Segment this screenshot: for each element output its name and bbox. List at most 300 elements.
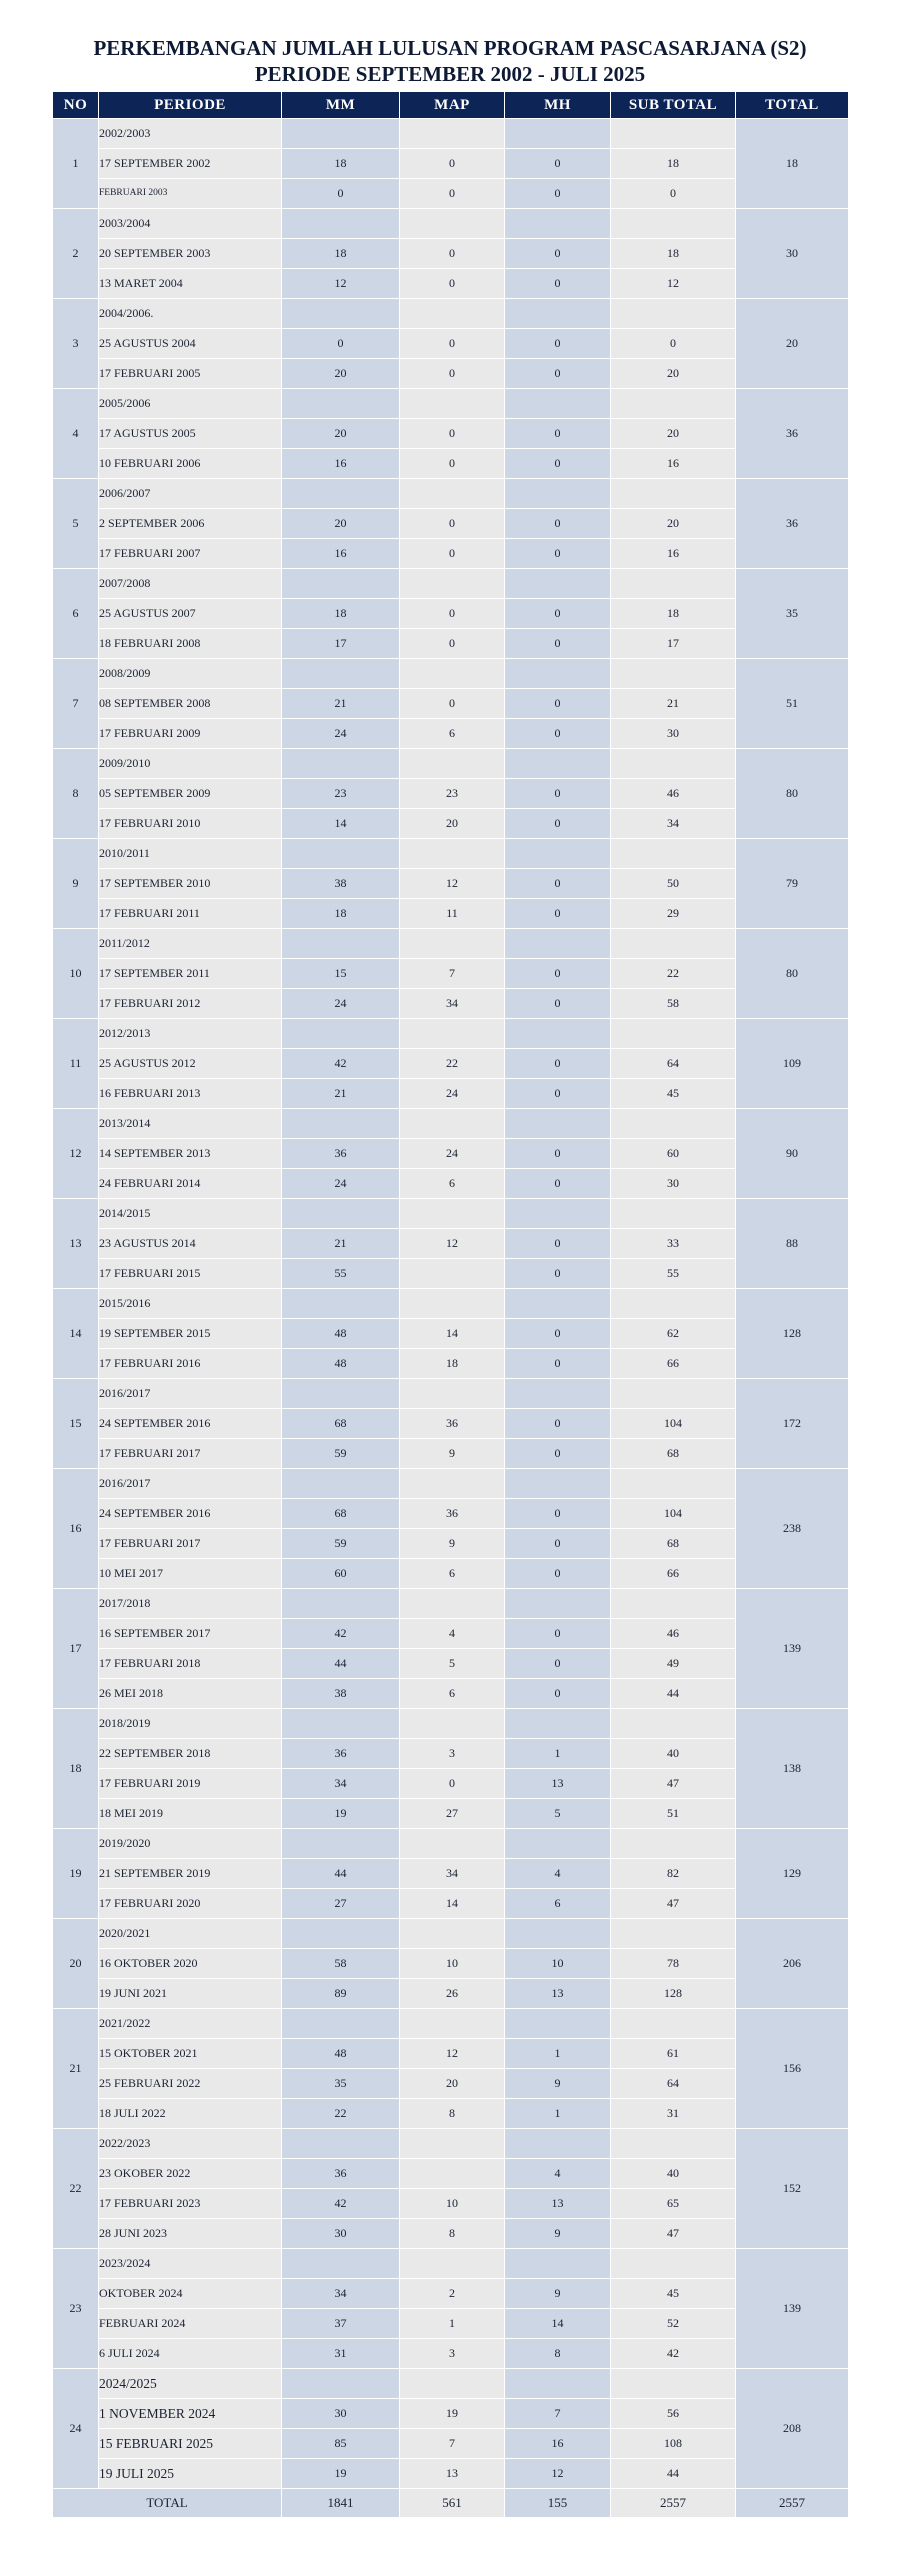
mh-cell: 4 [505,1859,611,1889]
group-total: 80 [736,929,849,1019]
table-row [53,2339,849,2369]
map-cell: 0 [400,149,505,179]
periode-cell: 14 SEPTEMBER 2013 [99,1139,282,1169]
mh-cell [505,569,611,599]
sub-total-cell [611,1199,736,1229]
map-cell: 34 [400,989,505,1019]
mh-cell: 7 [505,2399,611,2429]
group-total: 90 [736,1109,849,1199]
mh-cell: 0 [505,1349,611,1379]
group-total: 35 [736,569,849,659]
map-cell: 14 [400,1889,505,1919]
map-cell [400,1589,505,1619]
map-cell: 1 [400,2309,505,2339]
map-cell [400,1469,505,1499]
sub-total-cell [611,2249,736,2279]
sub-total-cell: 50 [611,869,736,899]
group-total: 138 [736,1709,849,1829]
sub-total-cell [611,119,736,149]
table-row [53,989,849,1019]
periode-cell: FEBRUARI 2024 [99,2309,282,2339]
academic-year: 2002/2003 [99,119,282,149]
mh-cell: 9 [505,2219,611,2249]
map-cell: 8 [400,2099,505,2129]
academic-year: 2005/2006 [99,389,282,419]
map-cell [400,2369,505,2399]
periode-cell: 16 OKTOBER 2020 [99,1949,282,1979]
mh-cell: 1 [505,1739,611,1769]
map-cell [400,929,505,959]
mm-cell: 21 [282,1079,400,1109]
academic-year: 2009/2010 [99,749,282,779]
mh-cell: 0 [505,959,611,989]
sub-total-cell: 128 [611,1979,736,2009]
table-row [53,599,849,629]
periode-cell: FEBRUARI 2003 [99,179,282,209]
sub-total-cell [611,839,736,869]
sub-total-cell: 44 [611,2459,736,2489]
table-row [53,149,849,179]
map-cell: 0 [400,239,505,269]
group-year-row [53,2129,849,2159]
map-cell: 26 [400,1979,505,2009]
group-number: 8 [53,749,99,839]
periode-cell: 24 FEBRUARI 2014 [99,1169,282,1199]
mm-cell: 18 [282,899,400,929]
map-cell: 7 [400,2429,505,2459]
map-cell: 0 [400,509,505,539]
periode-cell: 16 FEBRUARI 2013 [99,1079,282,1109]
mm-cell: 58 [282,1949,400,1979]
sub-total-cell: 16 [611,449,736,479]
table-row [53,1079,849,1109]
academic-year: 2017/2018 [99,1589,282,1619]
group-year-row [53,209,849,239]
mm-cell: 35 [282,2069,400,2099]
header-map: MAP [400,92,505,119]
group-year-row [53,389,849,419]
mh-cell [505,479,611,509]
mm-cell [282,659,400,689]
mh-cell [505,1289,611,1319]
table-row [53,449,849,479]
mm-cell: 17 [282,629,400,659]
mm-cell [282,299,400,329]
periode-cell: 17 FEBRUARI 2007 [99,539,282,569]
mm-cell: 0 [282,179,400,209]
table-row [53,2159,849,2189]
map-cell: 13 [400,2459,505,2489]
table-row [53,359,849,389]
group-total: 139 [736,2249,849,2369]
group-number: 5 [53,479,99,569]
group-number: 15 [53,1379,99,1469]
group-number: 22 [53,2129,99,2249]
mm-cell: 24 [282,1169,400,1199]
group-total: 238 [736,1469,849,1589]
sub-total-cell: 31 [611,2099,736,2129]
map-cell: 10 [400,1949,505,1979]
sub-total-cell: 30 [611,1169,736,1199]
mm-cell: 30 [282,2219,400,2249]
mm-cell: 20 [282,509,400,539]
mm-cell: 12 [282,269,400,299]
mh-cell: 0 [505,1409,611,1439]
table-row [53,1979,849,2009]
academic-year: 2003/2004 [99,209,282,239]
mh-cell: 0 [505,1259,611,1289]
academic-year: 2014/2015 [99,1199,282,1229]
group-number: 19 [53,1829,99,1919]
sub-total-cell: 46 [611,1619,736,1649]
sub-total-cell [611,209,736,239]
periode-cell: 17 FEBRUARI 2010 [99,809,282,839]
mh-cell [505,1829,611,1859]
map-cell: 34 [400,1859,505,1889]
table-row [53,1409,849,1439]
periode-cell: 2 SEPTEMBER 2006 [99,509,282,539]
sub-total-cell: 104 [611,1409,736,1439]
map-cell: 0 [400,329,505,359]
sub-total-cell: 64 [611,2069,736,2099]
mh-cell [505,749,611,779]
group-total: 129 [736,1829,849,1919]
total-sub-total: 2557 [611,2489,736,2518]
mm-cell [282,1919,400,1949]
group-total: 20 [736,299,849,389]
mm-cell: 38 [282,1679,400,1709]
map-cell [400,1109,505,1139]
map-cell: 19 [400,2399,505,2429]
sub-total-cell: 66 [611,1559,736,1589]
table-row [53,1049,849,1079]
mm-cell: 18 [282,149,400,179]
periode-cell: 17 SEPTEMBER 2011 [99,959,282,989]
mh-cell [505,1199,611,1229]
sub-total-cell: 20 [611,419,736,449]
sub-total-cell: 51 [611,1799,736,1829]
mm-cell [282,1469,400,1499]
mh-cell: 0 [505,179,611,209]
table-row [53,539,849,569]
mh-cell: 0 [505,629,611,659]
mh-cell: 13 [505,1979,611,2009]
sub-total-cell [611,659,736,689]
sub-total-cell [611,1109,736,1139]
sub-total-cell [611,1379,736,1409]
sub-total-cell [611,569,736,599]
table-row [53,1889,849,1919]
mh-cell: 0 [505,1559,611,1589]
table-row [53,1529,849,1559]
periode-cell: 26 MEI 2018 [99,1679,282,1709]
group-year-row [53,119,849,149]
mm-cell: 68 [282,1499,400,1529]
group-year-row [53,299,849,329]
mm-cell: 48 [282,1319,400,1349]
map-cell: 24 [400,1079,505,1109]
sub-total-cell: 61 [611,2039,736,2069]
group-year-row [53,1289,849,1319]
sub-total-cell [611,2369,736,2399]
sub-total-cell [611,299,736,329]
mh-cell: 0 [505,689,611,719]
table-row [53,1259,849,1289]
header-mh: MH [505,92,611,119]
map-cell: 27 [400,1799,505,1829]
periode-cell: 23 OKOBER 2022 [99,2159,282,2189]
periode-cell: 15 OKTOBER 2021 [99,2039,282,2069]
periode-cell: 17 FEBRUARI 2018 [99,1649,282,1679]
mh-cell: 0 [505,599,611,629]
map-cell [400,1709,505,1739]
periode-cell: 17 FEBRUARI 2023 [99,2189,282,2219]
mm-cell: 30 [282,2399,400,2429]
group-year-row [53,1829,849,1859]
mh-cell: 0 [505,149,611,179]
mh-cell: 4 [505,2159,611,2189]
group-total: 128 [736,1289,849,1379]
periode-cell: 10 MEI 2017 [99,1559,282,1589]
group-total: 79 [736,839,849,929]
sub-total-cell: 62 [611,1319,736,1349]
total-label: TOTAL [53,2489,282,2518]
periode-cell: 18 FEBRUARI 2008 [99,629,282,659]
mm-cell: 48 [282,2039,400,2069]
table-row [53,1559,849,1589]
map-cell: 20 [400,2069,505,2099]
sub-total-cell [611,1829,736,1859]
sub-total-cell [611,1019,736,1049]
table-row [53,1229,849,1259]
sub-total-cell: 47 [611,2219,736,2249]
mm-cell [282,569,400,599]
mm-cell: 19 [282,1799,400,1829]
sub-total-cell: 42 [611,2339,736,2369]
mh-cell: 0 [505,329,611,359]
map-cell [400,479,505,509]
map-cell [400,2159,505,2189]
mm-cell: 68 [282,1409,400,1439]
table-row [53,2189,849,2219]
group-total: 36 [736,389,849,479]
map-cell [400,119,505,149]
mh-cell: 0 [505,989,611,1019]
table-row [53,2279,849,2309]
sub-total-cell: 46 [611,779,736,809]
map-cell: 6 [400,1559,505,1589]
mh-cell: 14 [505,2309,611,2339]
map-cell [400,389,505,419]
group-total: 36 [736,479,849,569]
academic-year: 2007/2008 [99,569,282,599]
table-row [53,1679,849,1709]
table-row [53,1949,849,1979]
mh-cell: 9 [505,2069,611,2099]
sub-total-cell: 104 [611,1499,736,1529]
periode-cell: 10 FEBRUARI 2006 [99,449,282,479]
sub-total-cell: 12 [611,269,736,299]
sub-total-cell: 49 [611,1649,736,1679]
mm-cell [282,1709,400,1739]
mh-cell: 9 [505,2279,611,2309]
mh-cell: 8 [505,2339,611,2369]
mm-cell [282,479,400,509]
academic-year: 2011/2012 [99,929,282,959]
map-cell: 9 [400,1439,505,1469]
map-cell: 0 [400,269,505,299]
map-cell: 10 [400,2189,505,2219]
group-year-row [53,1019,849,1049]
map-cell: 6 [400,719,505,749]
table-row [53,419,849,449]
table-row [53,2399,849,2429]
group-number: 12 [53,1109,99,1199]
sub-total-cell [611,479,736,509]
map-cell [400,839,505,869]
mh-cell: 0 [505,809,611,839]
map-cell: 24 [400,1139,505,1169]
mh-cell: 1 [505,2099,611,2129]
total-map: 561 [400,2489,505,2518]
sub-total-cell: 68 [611,1439,736,1469]
sub-total-cell [611,2129,736,2159]
table-row [53,1139,849,1169]
mh-cell: 0 [505,779,611,809]
mh-cell: 0 [505,269,611,299]
mm-cell: 23 [282,779,400,809]
mm-cell: 16 [282,449,400,479]
sub-total-cell: 34 [611,809,736,839]
mm-cell: 34 [282,1769,400,1799]
group-year-row [53,1919,849,1949]
table-row [53,959,849,989]
map-cell: 11 [400,899,505,929]
periode-cell: 17 FEBRUARI 2009 [99,719,282,749]
sub-total-cell: 40 [611,2159,736,2189]
table-row [53,719,849,749]
mm-cell: 42 [282,2189,400,2219]
academic-year: 2021/2022 [99,2009,282,2039]
mm-cell: 59 [282,1439,400,1469]
table-row [53,2099,849,2129]
mm-cell: 20 [282,359,400,389]
table-row [53,689,849,719]
periode-cell: 6 JULI 2024 [99,2339,282,2369]
map-cell: 36 [400,1499,505,1529]
mm-cell: 14 [282,809,400,839]
mm-cell: 20 [282,419,400,449]
periode-cell: 17 FEBRUARI 2017 [99,1439,282,1469]
mm-cell: 37 [282,2309,400,2339]
header-periode: PERIODE [99,92,282,119]
group-total: 88 [736,1199,849,1289]
group-year-row [53,1469,849,1499]
total-row [53,2489,849,2518]
sub-total-cell: 0 [611,179,736,209]
mm-cell: 15 [282,959,400,989]
map-cell: 23 [400,779,505,809]
mm-cell [282,749,400,779]
group-total: 152 [736,2129,849,2249]
mm-cell: 18 [282,239,400,269]
mm-cell [282,1109,400,1139]
mh-cell: 0 [505,1529,611,1559]
periode-cell: 18 MEI 2019 [99,1799,282,1829]
table-row [53,2039,849,2069]
title-line-1: PERKEMBANGAN JUMLAH LULUSAN PROGRAM PASCASARJANA (S2) [93,36,807,60]
mh-cell [505,209,611,239]
map-cell: 0 [400,179,505,209]
group-total: 30 [736,209,849,299]
mh-cell [505,929,611,959]
academic-year: 2024/2025 [99,2369,282,2399]
mh-cell: 0 [505,1169,611,1199]
map-cell [400,1259,505,1289]
periode-cell: 17 AGUSTUS 2005 [99,419,282,449]
table-row [53,179,849,209]
mh-cell [505,1589,611,1619]
mh-cell [505,2249,611,2279]
mh-cell [505,839,611,869]
table-row [53,2069,849,2099]
mm-cell: 36 [282,2159,400,2189]
mm-cell: 21 [282,1229,400,1259]
sub-total-cell: 108 [611,2429,736,2459]
sub-total-cell: 0 [611,329,736,359]
group-total: 139 [736,1589,849,1709]
map-cell: 8 [400,2219,505,2249]
mm-cell: 31 [282,2339,400,2369]
periode-cell: 15 FEBRUARI 2025 [99,2429,282,2459]
map-cell [400,1919,505,1949]
table-row [53,2459,849,2489]
mm-cell [282,929,400,959]
mh-cell: 0 [505,719,611,749]
periode-cell: 25 FEBRUARI 2022 [99,2069,282,2099]
group-year-row [53,2009,849,2039]
title-line-2: PERIODE SEPTEMBER 2002 - JULI 2025 [254,62,646,86]
mh-cell: 0 [505,509,611,539]
group-number: 16 [53,1469,99,1589]
sub-total-cell: 66 [611,1349,736,1379]
sub-total-cell [611,1919,736,1949]
academic-year: 2016/2017 [99,1469,282,1499]
table-row [53,1499,849,1529]
academic-year: 2006/2007 [99,479,282,509]
sub-total-cell [611,1289,736,1319]
group-number: 2 [53,209,99,299]
graduates-table [52,91,849,2518]
group-year-row [53,659,849,689]
map-cell [400,569,505,599]
mh-cell [505,2009,611,2039]
mm-cell [282,2369,400,2399]
group-total: 172 [736,1379,849,1469]
sub-total-cell [611,2009,736,2039]
mm-cell: 38 [282,869,400,899]
sub-total-cell: 45 [611,2279,736,2309]
mm-cell: 44 [282,1649,400,1679]
sub-total-cell: 16 [611,539,736,569]
map-cell: 0 [400,359,505,389]
group-number: 4 [53,389,99,479]
group-year-row [53,1109,849,1139]
map-cell: 9 [400,1529,505,1559]
group-total: 80 [736,749,849,839]
mm-cell: 22 [282,2099,400,2129]
mm-cell [282,1829,400,1859]
